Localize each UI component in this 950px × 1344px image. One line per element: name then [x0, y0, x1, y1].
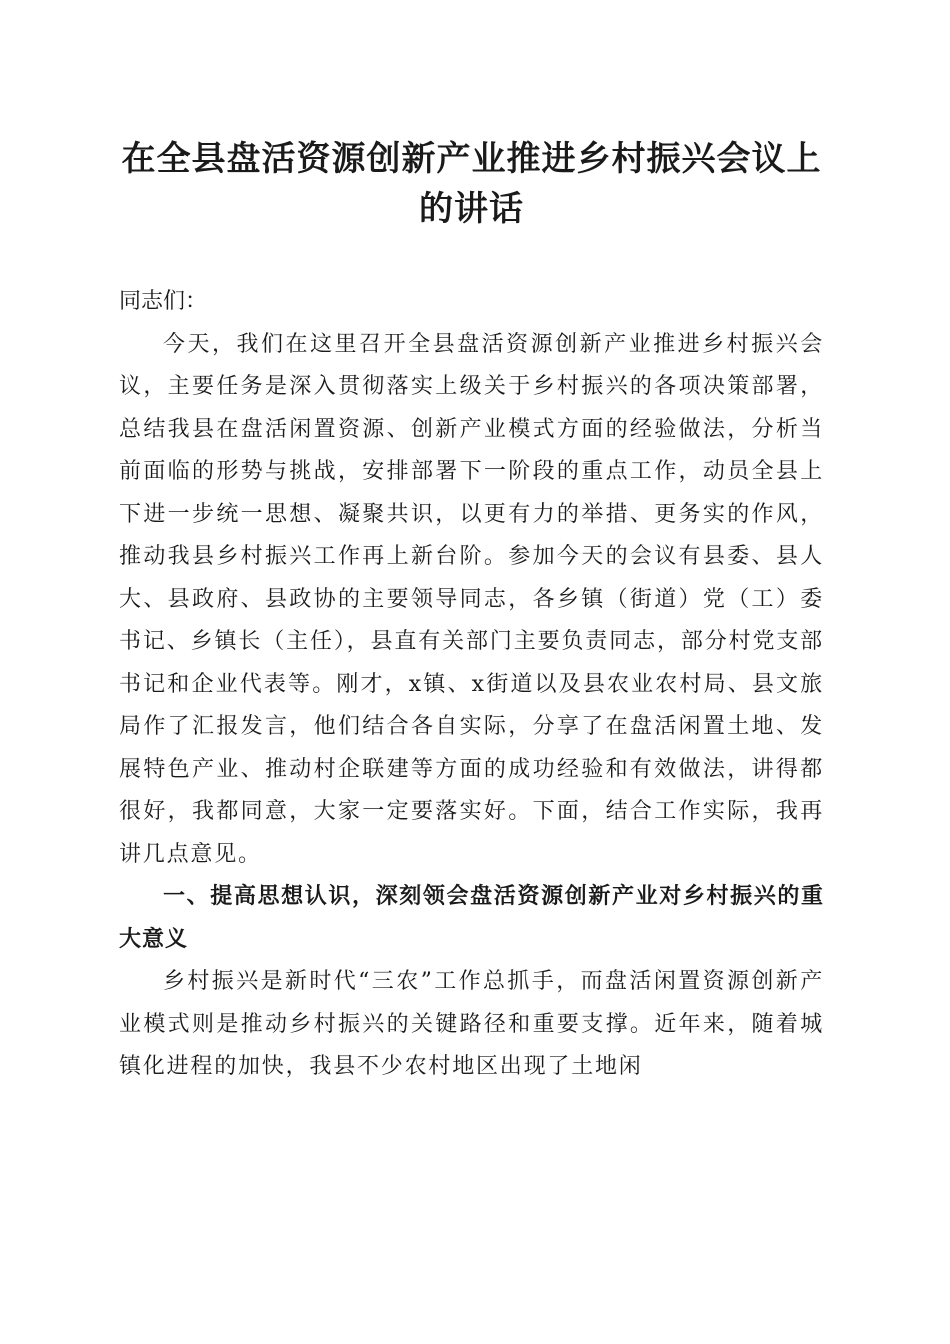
opening-paragraph: 今天，我们在这里召开全县盘活资源创新产业推进乡村振兴会议，主要任务是深入贯彻落实上级关于乡村振兴的各项决策部署，总结我县在盘活闲置资源、创新产业模式方面的经验做法，分析当前面临的形势与挑战，安排部署下一阶段的重点工作，动员全县上下进一步统一思想、凝聚共识，以更有力的举措、更务实的作风，推动我县乡村振兴工作再上新台阶。参加今天的会议有县委、县人大、县政府、县政协的主要领导同志，各乡镇（街道）党（工）委书记、乡镇长（主任），县直有关部门主要负责同志，部分村党支部书记和企业代表等。刚才，x镇、x街道以及县农业农村局、县文旅局作了汇报发言，他们结合各自实际，分享了在盘活闲置土地、发展特色产业、推动村企联建等方面的成功经验和有效做法，讲得都很好，我都同意，大家一定要落实好。下面，结合工作实际，我再讲几点意见。: [119, 331, 824, 867]
salutation: 同志们：: [119, 289, 208, 314]
document-title: [119, 134, 824, 234]
section-heading-1: 一、提高思想认识，深刻领会盘活资源创新产业对乡村振兴的重大意义: [119, 884, 824, 952]
title-line-1: 在全县盘活资源创新产业推进乡村振兴会议上: [121, 139, 822, 179]
section-1-paragraph: 乡村振兴是新时代“三农”工作总抓手，而盘活闲置资源创新产业模式则是推动乡村振兴的关键路径和重要支撑。近年来，随着城镇化进程的加快，我县不少农村地区出现了土地闲: [119, 969, 824, 1079]
title-line-2: 的讲话: [419, 189, 524, 229]
document-body: [119, 134, 824, 1089]
